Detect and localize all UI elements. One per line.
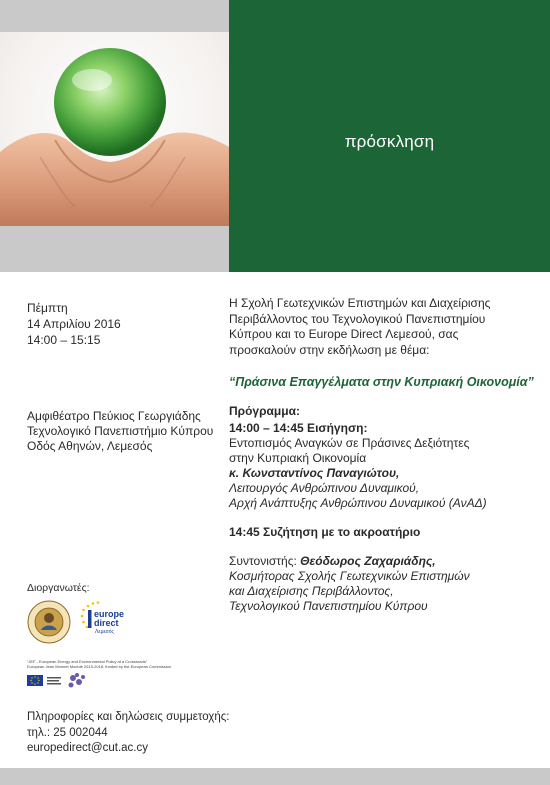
project-line-1: “JEF - European Energy and Environmental Policy at a Crossroads” (27, 659, 148, 664)
europe-direct-line-3: Λεμεσός (95, 629, 114, 635)
session-title-line-1: Εντοπισμός Αναγκών σε Πράσινες Δεξιότητες (229, 436, 470, 450)
discussion-item: 14:45 Συζήτηση με το ακροατήριο (229, 525, 421, 539)
venue-block (27, 409, 227, 454)
coordinator-role-line-3: Τεχνολογικού Πανεπιστημίου Κύπρου (229, 599, 428, 613)
footer-band (0, 768, 550, 785)
coordinator-role-line-1: Κοσμήτορας Σχολής Γεωτεχνικών Επιστημών (229, 569, 470, 583)
photo-image (0, 32, 229, 226)
university-seal-logo (27, 600, 71, 644)
contact-phone[interactable]: τηλ.: 25 002044 (27, 726, 108, 739)
contact-label: Πληροφορίες και δηλώσεις συμμετοχής: (27, 711, 230, 723)
invitation-title: πρόσκληση (344, 132, 435, 151)
intro-line-4: προσκαλούν στην εκδήλωση με θέμα: (229, 342, 430, 357)
contact-info (27, 710, 247, 757)
intro-paragraph (229, 296, 539, 358)
program-session (229, 421, 539, 511)
hands-globe-photo (0, 0, 229, 272)
photo-bottom-band (0, 226, 229, 272)
hands-holding-globe-illustration (0, 32, 229, 226)
speaker-role-line-2: Αρχή Ανάπτυξης Ανθρώπινου Δυναμικού (ΑνΑΔ) (229, 496, 487, 510)
event-topic: “Πράσινα Επαγγέλματα στην Κυπριακή Οικονομία” (229, 375, 534, 389)
venue-line-2: Τεχνολογικό Πανεπιστήμιο Κύπρου (27, 424, 214, 438)
photo-top-band (0, 0, 229, 32)
europe-direct-line-2: direct (94, 618, 119, 628)
venue-line-3: Οδός Αθηνών, Λεμεσός (27, 439, 153, 453)
speaker-role-line-1: Λειτουργός Ανθρώπινου Δυναμικού, (229, 481, 420, 495)
intro-line-3: Κύπρου και το Europe Direct Λεμεσού, σας (229, 327, 459, 341)
event-time: 14:00 – 15:15 (27, 333, 101, 347)
coordinator-role-line-2: και Διαχείρισης Περιβάλλοντος, (229, 584, 394, 598)
venue-line-1: Αμφιθέατρο Πεύκιος Γεωργιάδης (27, 409, 201, 423)
speaker-name: κ. Κωνσταντίνος Παναγιώτου, (229, 466, 400, 480)
green-title-panel (229, 0, 550, 272)
program-label: Πρόγραμμα: (229, 404, 300, 418)
coordinator-block (229, 554, 539, 614)
header-band (0, 0, 550, 272)
event-day: Πέμπτη (27, 301, 68, 315)
session-title-line-2: στην Κυπριακή Οικονομία (229, 451, 367, 465)
session-time: 14:00 – 14:45 Εισήγηση: (229, 421, 368, 435)
europe-direct-line-1: europe (94, 609, 125, 619)
europe-direct-logo (78, 600, 128, 648)
project-line-2: European Jean Monnet Module 2015-2018, funded by the European Commission (27, 664, 172, 669)
jean-monnet-logo-icon (69, 673, 86, 688)
intro-line-2: Περιβάλλοντος του Τεχνολογικού Πανεπιστημίου (229, 311, 486, 326)
event-date: 14 Απριλίου 2016 (27, 317, 121, 331)
invitation-body (229, 296, 539, 614)
contact-email[interactable]: europedirect@cut.ac.cy (27, 742, 148, 754)
event-date-block (27, 300, 227, 348)
coordinator-name: Θεόδωρος Ζαχαριάδης, (300, 554, 436, 568)
intro-line-1: Η Σχολή Γεωτεχνικών Επιστημών και Διαχείρισης (229, 296, 491, 310)
eu-funding-logos (27, 670, 167, 692)
coordinator-label: Συντονιστής: (229, 554, 301, 568)
organizers-label: Διοργανωτές: (27, 582, 90, 594)
project-description (27, 659, 227, 669)
